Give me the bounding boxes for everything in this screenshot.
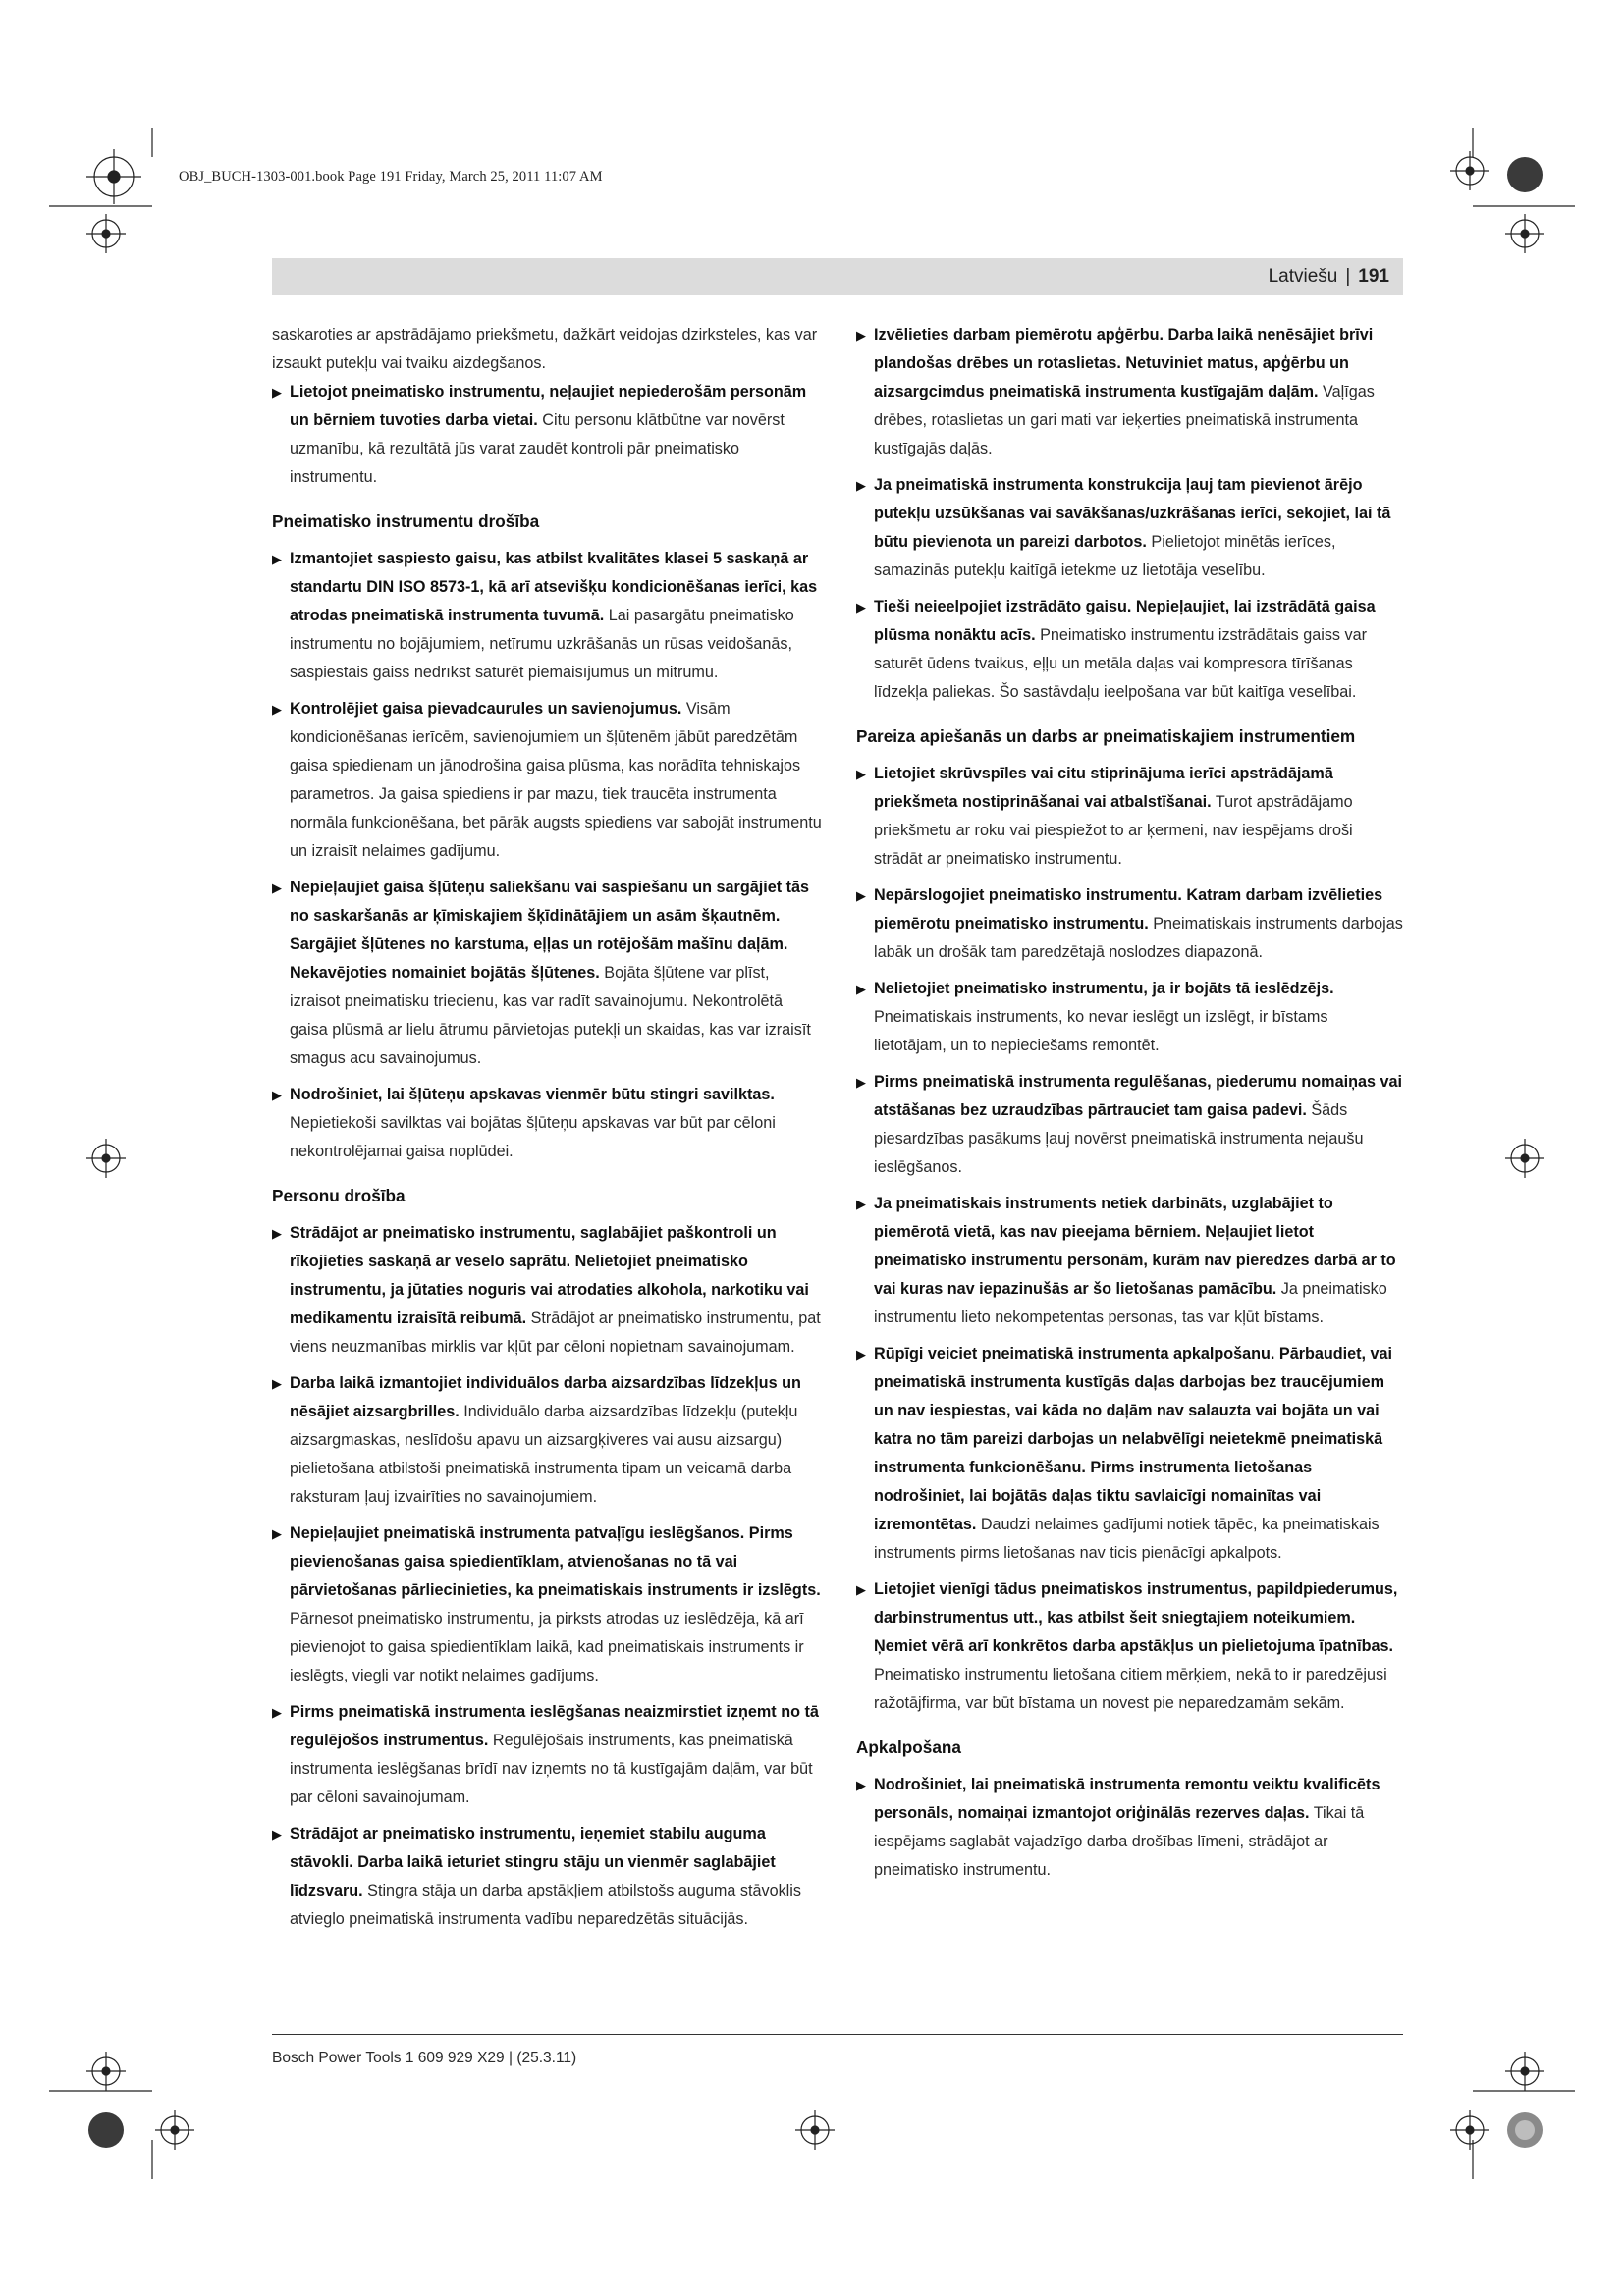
item-text: Pielietojot minētās ierīces, samazinās putekļu kaitīgā ietekme uz lietotāja veselību. [874, 533, 1336, 579]
item-lead: Tieši neieelpojiet izstrādāto gaisu. Nepieļaujiet, lai izstrādātā gaisa plūsma nonāktu acīs. [874, 598, 1376, 644]
page-header [272, 258, 1403, 295]
bullet-arrow-icon: ▶ [856, 888, 866, 903]
safety-item [272, 1219, 823, 1362]
page-footer: Bosch Power Tools 1 609 929 X29 | (25.3.11) [272, 2050, 577, 2066]
item-lead: Lietojiet skrūvspīles vai citu stiprinājuma ierīci apstrādājamā priekšmeta nostiprināšanai vai atbalstīšanai. [874, 765, 1333, 811]
safety-item [272, 695, 823, 866]
bullet-arrow-icon: ▶ [272, 881, 282, 895]
item-lead: Izmantojiet saspiesto gaisu, kas atbilst kvalitātes klasei 5 saskaņā ar standartu DIN ISO 8573-1, kā arī atsevišķu kondicionēšanas ierīci, kas atrodas pneimatiskā instrumenta tuvumā. [290, 550, 818, 624]
item-lead: Strādājot ar pneimatisko instrumentu, ieņemiet stabilu auguma stāvokli. Darba laikā ieturiet stingru stāju un vienmēr saglabājiet līdzsvaru. [290, 1825, 776, 1899]
item-text: Nepietiekoši savilktas vai bojātas šļūteņu apskavas var būt par cēloni nekontrolējamai gaisa noplūdei. [290, 1114, 776, 1160]
item-text: Turot apstrādājamo priekšmetu ar roku vai piespiežot to ar ķermeni, nav iespējams droši strādāt ar pneimatisko instrumentu. [874, 793, 1353, 868]
safety-item [272, 1520, 823, 1690]
item-lead: Nepieļaujiet pneimatiskā instrumenta patvaļīgu ieslēgšanos. Pirms pievienošanas gaisa spiedientīklam, atvienošanas no tā vai pārvietošanas pārliecinieties, ka pneimatiskais instruments ir izslēgts. [290, 1524, 821, 1599]
safety-item [272, 1698, 823, 1812]
safety-item [272, 545, 823, 687]
item-text: Visām kondicionēšanas ierīcēm, savienojumiem un šļūtenēm jābūt paredzētām gaisa spiedienam un jānodrošina gaisa plūsma, kas norādīta tehniskajos parametros. Ja gaisa spiediens ir par mazu, tiek traucēta instrumenta normāla funkcionēšana, bet pārāk augsts spiediens var sabojāt instrumentu un izraisīt nelaimes gadījumu. [290, 700, 822, 860]
header-separator: | [1345, 266, 1351, 287]
bullet-arrow-icon: ▶ [856, 478, 866, 493]
item-lead: Nepieļaujiet gaisa šļūteņu saliekšanu vai saspiešanu un sargājiet tās no saskaršanās ar ķīmiskajiem šķīdinātājiem un asām šķautnēm. Sargājiet šļūtenes no karstuma, eļļas un rotējošām mašīnu daļām. Nekavējoties nomainiet bojātās šļūtenes. [290, 879, 810, 982]
safety-item [272, 1820, 823, 1934]
item-lead: Lietojot pneimatisko instrumentu, neļaujiet nepiederošām personām un bērniem tuvoties darba vietai. [290, 383, 807, 429]
item-text: Lai pasargātu pneimatisko instrumentu no bojājumiem, netīrumu uzkrāšanās un rūsas veidošanās, saspiestais gaiss nedrīkst saturēt piemaisījumus un mitrumu. [290, 607, 794, 681]
safety-item [856, 1190, 1403, 1332]
safety-item [856, 1340, 1403, 1568]
item-text: Pneimatiskais instruments, ko nevar ieslēgt un izslēgt, ir bīstams lietotājam, un to nepieciešams remontēt. [874, 1008, 1328, 1054]
item-lead: Izvēlieties darbam piemērotu apģērbu. Darba laikā nenēsājiet brīvi plandošas drēbes un rotaslietas. Netuviniet matus, apģērbu un aizsargcimdus pneimatiskā instrumenta kustīgajām daļām. [874, 326, 1374, 400]
footer-rule [272, 2034, 1403, 2035]
header-language: Latviešu [1268, 266, 1338, 287]
bullet-arrow-icon: ▶ [856, 1075, 866, 1090]
bullet-arrow-icon: ▶ [272, 702, 282, 717]
item-text: Pneimatiskais instruments darbojas labāk un drošāk tam paredzētajā noslodzes diapazonā. [874, 915, 1403, 961]
bullet-arrow-icon: ▶ [856, 1778, 866, 1792]
safety-item [856, 975, 1403, 1060]
item-lead: Strādājot ar pneimatisko instrumentu, saglabājiet paškontroli un rīkojieties saskaņā ar veselo saprātu. Nelietojiet pneimatisko instrumentu, ja jūtaties noguris vai atrodaties alkohola, narkotiku vai medikamentu izraisītā reibumā. [290, 1224, 809, 1327]
item-lead: Darba laikā izmantojiet individuālos darba aizsardzības līdzekļus un nēsājiet aizsargbrilles. [290, 1374, 801, 1420]
safety-item [272, 1369, 823, 1512]
safety-item [856, 471, 1403, 585]
bullet-arrow-icon: ▶ [272, 1526, 282, 1541]
header-text [1269, 258, 1389, 295]
item-text: Ja pneimatisko instrumentu lieto nekompetentas personas, tas var kļūt bīstams. [874, 1280, 1387, 1326]
item-lead: Lietojiet vienīgi tādus pneimatiskos instrumentus, papildpiederumus, darbinstrumentus utt., kas atbilst šeit sniegtajiem noteikumiem. Ņemiet vērā arī konkrētos darba apstākļus un pielietojuma īpatnības. [874, 1580, 1398, 1655]
right-column [856, 321, 1403, 1893]
item-text: Pārnesot pneimatisko instrumentu, ja pirksts atrodas uz ieslēdzēja, kā arī pievienojot to gaisa spiedientīklam laikā, kad pneimatiskais instruments ir ieslēgts, viegli var notikt nelaimes gadījums. [290, 1610, 804, 1684]
section-heading: Personu drošība [272, 1186, 406, 1205]
safety-item [272, 874, 823, 1073]
item-lead: Nodrošiniet, lai pneimatiskā instrumenta remontu veiktu kvalificēts personāls, nomaiņai izmantojot oriģinālās rezerves daļas. [874, 1776, 1380, 1822]
left-column [272, 321, 823, 1942]
safety-item [856, 881, 1403, 967]
bullet-arrow-icon: ▶ [272, 1226, 282, 1241]
bullet-arrow-icon: ▶ [856, 1347, 866, 1362]
section-heading: Pneimatisko instrumentu drošība [272, 511, 540, 531]
bullet-arrow-icon: ▶ [856, 767, 866, 781]
item-text: Stingra stāja un darba apstākļiem atbilstošs auguma stāvoklis atvieglo pneimatiskā instrumenta vadību neparedzētās situācijās. [290, 1882, 801, 1928]
item-text: Daudzi nelaimes gadījumi notiek tāpēc, ka pneimatiskais instruments pirms lietošanas nav ticis pienācīgi apkalpots. [874, 1516, 1380, 1562]
item-text: Vaļīgas drēbes, rotaslietas un gari mati var ieķerties pneimatiskā instrumenta kustīgajās daļās. [874, 383, 1375, 457]
item-lead: Nodrošiniet, lai šļūteņu apskavas vienmēr būtu stingri savilktas. [290, 1086, 775, 1103]
bullet-arrow-icon: ▶ [856, 1582, 866, 1597]
safety-item [272, 1081, 823, 1166]
item-text: Citu personu klātbūtne var novērst uzmanību, kā rezultātā jūs varat zaudēt kontroli pār pneimatisko instrumentu. [290, 411, 785, 486]
bullet-arrow-icon: ▶ [856, 982, 866, 996]
safety-item [856, 1575, 1403, 1718]
bullet-arrow-icon: ▶ [272, 1705, 282, 1720]
item-text: Šāds piesardzības pasākums ļauj novērst pneimatiskā instrumenta nejaušu ieslēgšanos. [874, 1101, 1364, 1176]
bullet-arrow-icon: ▶ [856, 1197, 866, 1211]
item-text: Bojāta šļūtene var plīst, izraisot pneimatisku triecienu, kas var radīt savainojumu. Nekontrolētā gaisa plūsmā ar lielu ātrumu pārvietojas putekļi un skaidas, kas var izraisīt smagus acu savainojumus. [290, 964, 811, 1067]
safety-item [856, 321, 1403, 463]
item-lead: Nelietojiet pneimatisko instrumentu, ja ir bojāts tā ieslēdzējs. [874, 980, 1334, 997]
bullet-arrow-icon: ▶ [856, 600, 866, 614]
item-lead: Kontrolējiet gaisa pievadcaurules un savienojumus. [290, 700, 682, 718]
item-text: Strādājot ar pneimatisko instrumentu, pat viens neuzmanības mirklis var kļūt par cēloni nopietnam savainojumam. [290, 1309, 821, 1356]
intro-text: saskaroties ar apstrādājamo priekšmetu, dažkārt veidojas dzirksteles, kas var izsaukt putekļu vai tvaiku aizdegšanos. [272, 326, 818, 372]
item-lead: Nepārslogojiet pneimatisko instrumentu. Katram darbam izvēlieties piemērotu pneimatisko instrumentu. [874, 886, 1383, 933]
bullet-arrow-icon: ▶ [272, 385, 282, 400]
section-heading: Pareiza apiešanās un darbs ar pneimatiskajiem instrumentiem [856, 726, 1356, 746]
safety-item [856, 1068, 1403, 1182]
bullet-arrow-icon: ▶ [272, 1376, 282, 1391]
bullet-arrow-icon: ▶ [856, 328, 866, 343]
bullet-arrow-icon: ▶ [272, 1827, 282, 1842]
item-text: Individuālo darba aizsardzības līdzekļu (putekļu aizsargmaskas, neslīdošu apavu un aizsargķiveres vai ausu aizsargu) pielietošana atbilstoši pneimatiskā instrumenta tipam un veicamā darba raksturam ļauj izvairīties no savainojumiem. [290, 1403, 798, 1506]
item-text: Regulējošais instruments, kas pneimatiskā instrumenta ieslēgšanas brīdī nav izņemts no tā kustīgajām daļām, var būt par cēloni savainojumam. [290, 1732, 813, 1806]
safety-item [272, 378, 823, 492]
item-text: Pneimatisko instrumentu lietošana citiem mērķiem, nekā to ir paredzējusi ražotājfirma, var būt bīstama un novest pie neparedzamām sekām. [874, 1666, 1387, 1712]
bullet-arrow-icon: ▶ [272, 552, 282, 566]
safety-item [856, 593, 1403, 707]
section-heading: Apkalpošana [856, 1737, 961, 1757]
print-slug: OBJ_BUCH-1303-001.book Page 191 Friday, March 25, 2011 11:07 AM [179, 169, 603, 185]
safety-item [856, 1771, 1403, 1885]
page-number: 191 [1358, 266, 1389, 287]
item-lead: Ja pneimatiskā instrumenta konstrukcija ļauj tam pievienot ārējo putekļu uzsūkšanas vai savākšanas/uzkrāšanas ierīci, sekojiet, lai tā būtu pievienota un pareizi darbotos. [874, 476, 1391, 551]
item-lead: Ja pneimatiskais instruments netiek darbināts, uzglabājiet to piemērotā vietā, kas nav pieejama bērniem. Neļaujiet lietot pneimatisko instrumentu personām, kurām nav pieredzes darbā ar to vai kuras nav iepazinušās ar šo lietošanas pamācību. [874, 1195, 1396, 1298]
item-lead: Pirms pneimatiskā instrumenta regulēšanas, piederumu nomaiņas vai atstāšanas bez uzraudzības pārtrauciet tam gaisa padevi. [874, 1073, 1402, 1119]
item-text: Pneimatisko instrumentu izstrādātais gaiss var saturēt ūdens tvaikus, eļļu un metāla daļas vai kompresora tīrīšanas līdzekļa paliekas. Šo sastāvdaļu ieelpošana var būt kaitīga veselībai. [874, 626, 1368, 701]
safety-item [856, 760, 1403, 874]
item-text: Tikai tā iespējams saglabāt vajadzīgo darba drošības līmeni, strādājot ar pneimatisko instrumentu. [874, 1804, 1365, 1879]
item-lead: Rūpīgi veiciet pneimatiskā instrumenta apkalpošanu. Pārbaudiet, vai pneimatiskā instrumenta kustīgās daļas darbojas bez traucējumiem un nav iespiestas, vai kāda no daļām nav salauzta vai bojāta un vai katra no tām pareizi darbojas un nelabvēlīgi neietekmē pneimatiskā instrumenta funkcionēšanu. Pirms instrumenta lietošanas nodrošiniet, lai bojātās daļas tiktu savlaicīgi nomainītas vai izremontētas. [874, 1345, 1393, 1533]
bullet-arrow-icon: ▶ [272, 1088, 282, 1102]
item-lead: Pirms pneimatiskā instrumenta ieslēgšanas neaizmirstiet izņemt no tā regulējošos instrumentus. [290, 1703, 819, 1749]
